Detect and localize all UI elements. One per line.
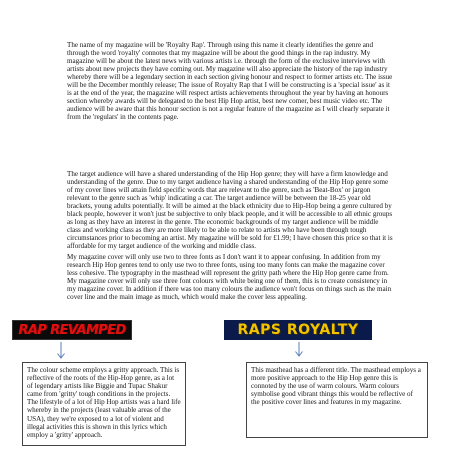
arrow-down-icon [56, 342, 66, 360]
caption-left-text: The colour scheme employs a gritty approach. This is reflective of the roots of the Hip-Hop genre, as a lot of legendary artists like Biggie and Tupac Shakur came from 'gritty' tough conditions in the projects. The lifestyle of a lot of Hip Hop artists was a hard life whereby in the projects (least valuable areas of the USA), they we're exposed to a lot of violent and illegal activities this is shown in this lyrics which employ a 'gritty' approach. [27, 366, 181, 439]
paragraph-typography: My magazine cover will only use two to three fonts as I don't want it to appear confusing. In addition from my research Hip Hop genres tend to only use two to three fonts, using too many fonts can make the magazine cover less cohesive. The typography in the masthead will represent the gritty path where the Hip Hop genre came from. My magazine cover will only use three font colours with white being one of them, this is to create consistency in my magazine cover. In addition if there was too many colours the audience won't focus on things such as the main cover line and the main image as much, which would make the cover less appealing. [67, 253, 392, 302]
paragraph-magazine-name: The name of my magazine will be 'Royalty Rap'. Through using this name it clearly identifies the genre and through the word 'royalty' connotes that my magazine will be about the good things in the rap industry. My magazine will be about the latest news with various artists i.e. through the form of the exclusive interviews with artists about new projects they have coming out. My magazine will also appreciate the history of the rap industry whereby there will be a legendary section in each section giving honour and respect to former artists etc. The issue will be the December monthly release; The issue of Royalty Rap that I will be constructing is a 'special issue' as it is at the end of the year, the magazine will respect artists achievements throughout the year by having an honours section whereby awards will be delegated to the best Hip Hop artist, best new comer, best music video etc. The audience will be aware that this honour section is not a regular feature of the magazine as I will clearly separate it from the 'regulars' in the contents page. [67, 41, 393, 122]
masthead-raps-royalty: RAPS ROYALTY [224, 320, 372, 340]
paragraph-target-audience: The target audience will have a shared understanding of the Hip Hop genre; they will have a firm knowledge and understanding of the genre. Due to my target audience having a shared understanding of the Hip Hop genre some of my cover lines will attain field specific words that are relevant to the genre, such as 'Beat-Box' or jargon relevant to the genre such as 'whip' indicating a car. The target audience will be between the 18-25 year old brackets, young adults potentially. It will be aimed at the black ethnicity due to Hip-Hop being a genre cultured by black people, however it won't just be subjective to only black people, and it will be accessible to all ethnic groups as long as they have an interest in the genre. The economic backgrounds of my target audience will be middle class and working class as they are more likely to be able to relate to artists who have been through tough circumstances prior to becoming an artist. My magazine will be sold for £1.99; I have chosen this price so that it is affordable for my target audience of the working and middle class. [67, 170, 393, 251]
masthead-rap-revamped: RAP REVAMPED [12, 320, 132, 340]
caption-box-left [22, 362, 186, 446]
caption-box-right [246, 362, 428, 438]
caption-right-text: This masthead has a different title. The masthead employs a more positive approach to the Hip Hop genre this is connoted by the use of warm colours. Warm colours symbolise good vibrant things this would be reflective of the positive cover lines and features in my magazine. [251, 366, 421, 407]
arrow-down-icon [294, 342, 304, 358]
